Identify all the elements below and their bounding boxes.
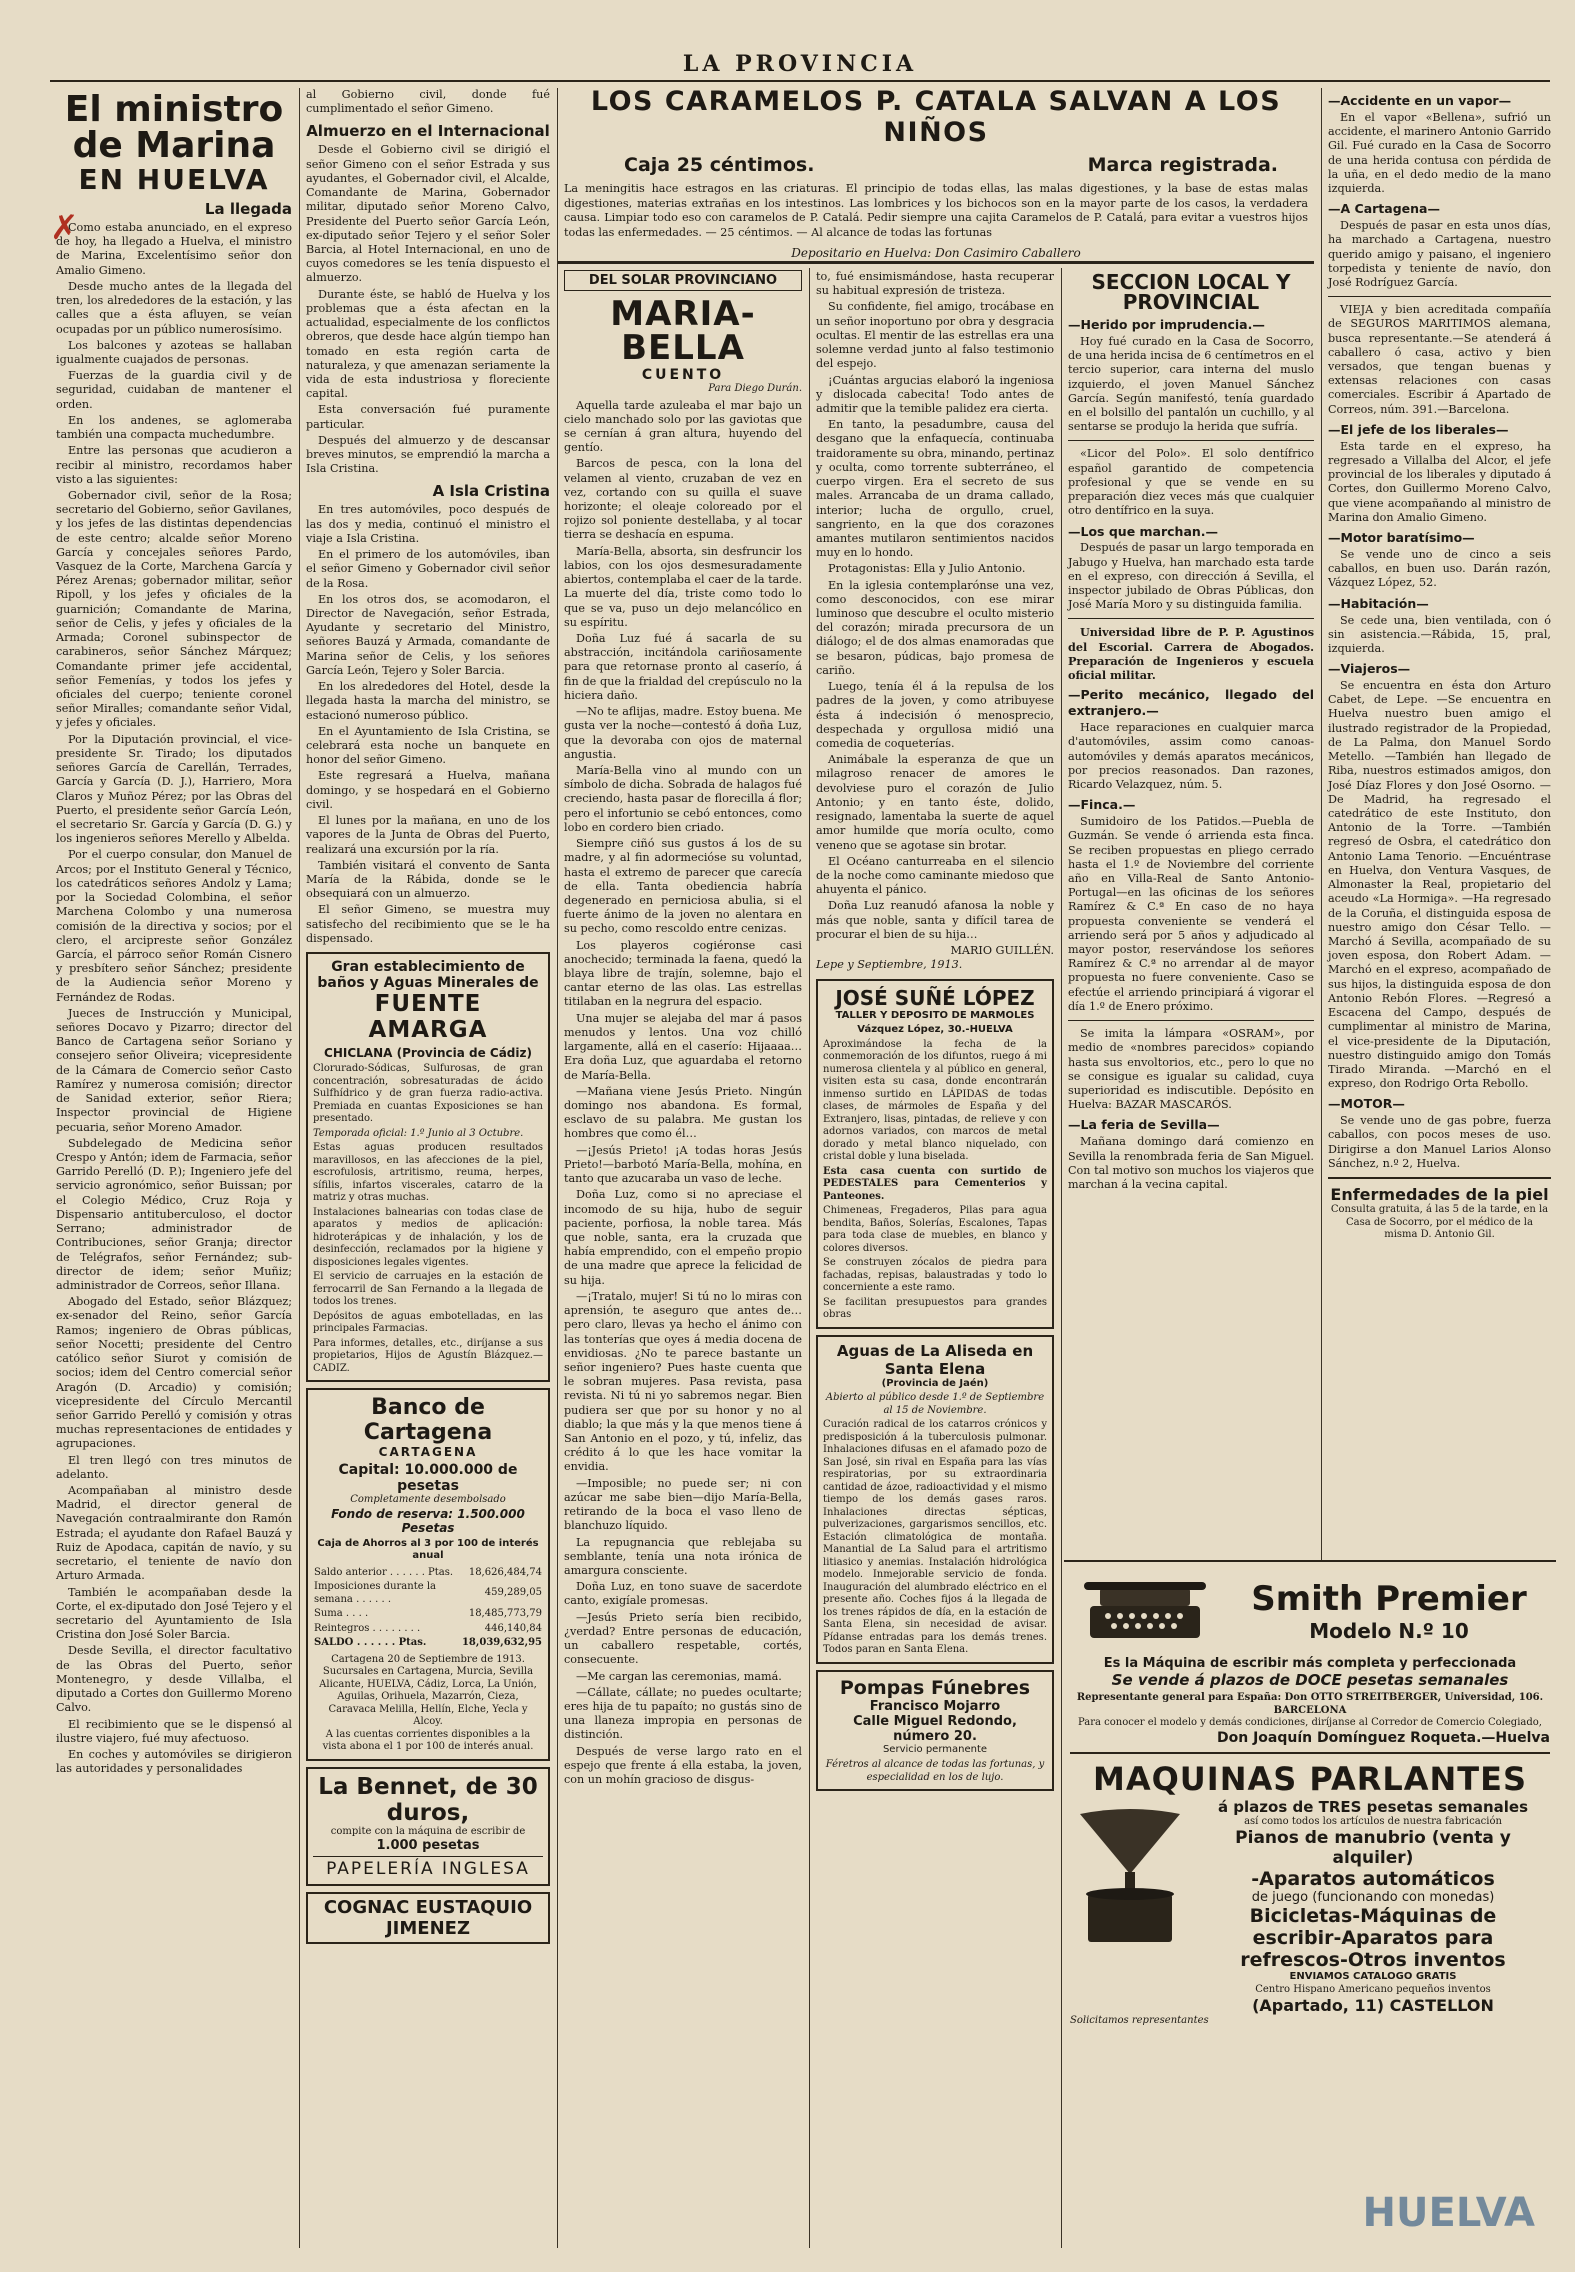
paragraph: —No te aflijas, madre. Estoy buena. Me gusta ver la noche—contestó á doña Luz, que la devoraba con ojos de maternal angustia.	[564, 705, 802, 761]
paragraph: Animábale la esperanza de que un milagroso renacer de amores le devolviese puro el corazón de Julio Antonio; y en tanto éste, dolido, resignado, lamentaba la suerte de aquel amor humilde que moría oculto, como veneno que se agotase sin brotar.	[816, 753, 1054, 852]
ad-branches: Sucursales en Cartagena, Murcia, Sevilla Alicante, HUELVA, Cádiz, Lorca, La Unión, Aguilas, Orihuela, Mazarrón, Cieza, Caravaca Melilla, Hellín, Elche, Yecla y Alcoy.	[319, 1666, 537, 1728]
story-place-date: Lepe y Septiembre, 1913.	[816, 958, 963, 972]
news-text: Sumidoiro de los Patidos.—Puebla de Guzmán. Se vende ó arrienda esta finca. Se reciben propuestas en pliego cerrado hasta el 1.º de Noviembre del corriente año en Villa-Real de Santo Antonio-Portugal—en las oficinas de los señores Ramírez & C.ª En caso de no haya propuesta conveniente se venderá el arriendo será por 5 años y adjudicado al mayor postor, reservándose los señores Ramírez & C.ª no arrendar al de mayor propuesta no fuere conveniente. Caso se efectúe el arriendo principiará á vigorar el día 1.º de Enero próximo.	[1068, 815, 1314, 1013]
news-title: —Los que marchan.—	[1068, 523, 1219, 539]
paragraph: Doña Luz, como si no apreciase el incomodo de su hija, hubo de seguir paciente, porfiosa, la noble tarea. Más que noble, santa, era la cruzada que había emprendido, con el empeño propio de una madre que aprece la felicidad de su hija.	[564, 1188, 802, 1287]
paragraph: En los andenes, se aglomeraba también una compacta muchedumbre.	[56, 413, 292, 442]
paragraph: En tres automóviles, poco después de las dos y media, continuó el ministro el viaje a Isla Cristina.	[306, 503, 550, 545]
enfermedades-text: Consulta gratuita, á las 5 de la tarde, en la Casa de Socorro, por el médico de la misma D. Antonio Gil.	[1330, 1204, 1549, 1241]
paragraph: El tren llegó con tres minutos de adelanto.	[56, 1453, 292, 1481]
ad-title: JOSÉ SUÑÉ LÓPEZ	[835, 985, 1035, 1010]
ad-price: 1.000 pesetas	[376, 1838, 480, 1854]
banner-price: Caja 25 céntimos.	[624, 154, 815, 176]
divider	[1070, 1752, 1550, 1754]
paragraph: El Océano canturreaba en el silencio de la noche como caminante miedoso que ahuyenta el pánico.	[816, 854, 1054, 897]
paragraph: Esta conversación fué puramente particular.	[306, 403, 550, 431]
ad-smith-note: Para conocer el modelo y demás condiciones, diríjanse al Corredor de Comercio Colegiado,	[1078, 1717, 1542, 1728]
news-text: En el vapor «Bellena», sufrió un accidente, el marinero Antonio Garrido Gil. Fué curado en la Casa de Socorro de una herida contusa con pérdida de la uña, en el dedo medio de la mano izquierda.	[1328, 110, 1551, 195]
ad-maquinas-title: MAQUINAS PARLANTES	[1092, 1759, 1528, 1798]
paragraph: La repugnancia que reblejaba su semblante, tenía una nota irónica de amargura consciente.	[564, 1535, 802, 1577]
news-text: Después de pasar en esta unos días, ha marchado a Cartagena, nuestro querido amigo y paisano, el ingeniero torpedista y teniente de navío, don José Rodríguez García.	[1328, 219, 1551, 289]
ad-title-big: FUENTE AMARGA	[368, 991, 488, 1044]
ad-line: á plazos de TRES pesetas semanales	[1217, 1797, 1529, 1816]
news-title: —Finca.—	[1068, 797, 1136, 813]
ad-text: compite con la máquina de escribir de	[330, 1825, 526, 1837]
news-text: Hoy fué curado en la Casa de Socorro, de una herida incisa de 6 centímetros en el tercio superior, cara interna del muslo izquierdo, el joven Manuel Sánchez García. Según manifestó, tenía guardado en el bolsillo del pantalón un cuchillo, y al sentarse se produjo la herida que sufría.	[1068, 334, 1314, 434]
paragraph: En el Ayuntamiento de Isla Cristina, se celebrará esta noche un banquete en honor del señor Gimeno.	[306, 724, 550, 767]
paragraph: Luego, tenía él á la repulsa de los padres de la joven, y como atribuyese ésta á indecisión ó menosprecio, despechada y orgullosa midió una comedia de coqueterías.	[816, 680, 1054, 750]
paragraph: María-Bella, absorta, sin desfruncir los labios, con los ojos desmesuradamente abiertos, contemplaba el caer de la tarde. La muerte del día, triste como todo lo que se va, puso un dejo melancólico en su espíritu.	[564, 544, 802, 629]
paragraph: al Gobierno civil, donde fué cumplimentado el señor Gimeno.	[306, 88, 550, 116]
paragraph: En la iglesia contemplarónse una vez, como desconocidos, con ese mirar luminoso que descubre el oculto misterio del corazón; mirada precursora de un diálogo; el de dos almas enamoradas que se besaron, púdicas, bajo promesa de cariño.	[816, 578, 1054, 677]
paragraph: —Cállate, cállate; no puedes ocultarte; eres hija de tu papaíto; no gustás sino de una llaneza impropia en personas de distinción.	[564, 1685, 802, 1742]
headline-huelva: EN HUELVA	[78, 163, 270, 196]
ad-address: Calle Miguel Redondo, número 20.	[853, 1713, 1017, 1744]
paragraph: Su confidente, fiel amigo, trocábase en un señor inoportuno por obra y desgracia ocultas. El mentir de las estrellas era una solemne verdad junto al falso testimonio del espejo.	[816, 300, 1054, 371]
paragraph: Entre las personas que acudieron a recibir al ministro, recordamos haber visto a las siguientes:	[56, 444, 292, 486]
ad-subtitle: TALLER Y DEPOSITO DE MARMOLES	[835, 1009, 1035, 1021]
headline-ministro: El ministro de Marina	[64, 89, 284, 166]
ad-line: ENVIAMOS CATALOGO GRATIS	[1289, 1971, 1457, 1982]
ad-line: -Aparatos automáticos	[1251, 1868, 1495, 1890]
ad-bennet	[306, 1767, 550, 1887]
paragraph: Este regresará a Huelva, mañana domingo, y se hospedará en el Gobierno civil.	[306, 769, 550, 811]
subhead-isla-cristina: A Isla Cristina	[432, 482, 550, 501]
typewriter-icon	[1070, 1576, 1220, 1646]
paragraph: Acompañaban al ministro desde Madrid, el director general de Navegación contraalmirante don Ramón Estrada; el ayudante don Rafael Bauzá y Ruiz de Apodaca, capitán de navío, y su secretario, el teniente de navío don Arturo Armada.	[56, 1484, 292, 1583]
ad-place: (Provincia de Jaén)	[881, 1377, 989, 1389]
news-text: Se vende uno de gas pobre, fuerza caballos, con pocos meses de uso. Dirigirse a don Manuel Larios Alonso Sánchez, n.º 2, Huelva.	[1328, 1114, 1551, 1170]
paragraph: En los otros dos, se acomodaron, el Director de Navegación, señor Estrada, Ayudante y secretario del Ministro, señores Bauzá y Armada, comandante de Marina señor de Celis, y los señores García León, Tejero y Soler Barcia.	[306, 592, 550, 677]
story-title: MARIA-BELLA	[610, 294, 756, 368]
news-title: —Perito mecánico, llegado del extranjero.—	[1068, 687, 1314, 719]
divider	[1068, 1020, 1314, 1021]
banner-text: La meningitis hace estragos en las criaturas. El principio de todas ellas, las malas digestiones, y la base de estas malas digestiones, materias extrañas en los intestinos. Las lombrices y los bichocos son en la mayor parte de los casos, la verdadera causa. Limpiar todo eso con caramelos de P. Catalá. Pedir siempre una cajita Caramelos de P. Catalá, para evitar a vuestros hijos todas las enfermedades. — 25 céntimos. — Al alcance de todas las fortunas	[564, 182, 1308, 239]
paragraph: El recibimiento que se le dispensó al ilustre viajero, fué muy afectuoso.	[56, 1717, 292, 1745]
paragraph: Por la Diputación provincial, el vice-presidente Sr. Tirado; los diputados señores García de Carellán, Terrades, García y García (D. J.), Harriero, Mora Claros y Muñoz Pérez; por las Obras del Puerto, el presidente señor García León, el secretario Sr. García y García (D. G.) y los ingenieros señores Merello y Albelda.	[56, 732, 292, 846]
ad-text: Féretros al alcance de todas las fortunas, y especialidad en los de lujo.	[825, 1759, 1045, 1783]
ad-fuente-amarga	[306, 952, 550, 1382]
banner-caramelos	[558, 84, 1314, 264]
section-local: SECCION LOCAL Y PROVINCIAL	[1091, 270, 1291, 314]
news-title: —El jefe de los liberales—	[1328, 421, 1509, 437]
ad-title: Banco de Cartagena	[363, 1395, 493, 1446]
paragraph: Fuerzas de la guardia civil y de seguridad, cuidaban de mantener el orden.	[56, 369, 292, 411]
ad-text: Aproximándose la fecha de la conmemoración de los difuntos, ruego á mi numerosa clientela y al público en general, visiten esta su casa, donde encontrarán inmenso surtido en LÁPIDAS de todas clases, de mármoles de España y del Extranjero, lisas, pintadas, de relieve y con adornos variados, con marcos de metal dorado y metal blanco niquelado, con cristal doble y luna biselada.	[823, 1038, 1047, 1162]
column-4	[810, 270, 1060, 2248]
paragraph: En los alrededores del Hotel, desde la llegada hasta la marcha del ministro, se estacionó numeroso público.	[306, 680, 550, 722]
news-text: «Licor del Polo». El solo dentífrico español garantido de competencia profesional y que se vende en su preparación diez veces más que cualquier otro dentífrico en la suya.	[1068, 447, 1314, 518]
banner-headline: LOS CARAMELOS P. CATALA SALVAN A LOS NIÑOS	[590, 86, 1282, 148]
ad-title: Pompas Fúnebres	[839, 1676, 1031, 1699]
paragraph: —¡Jesús Prieto! ¡A todas horas Jesús Prieto!—barbotó María-Bella, mohína, en tanto que azucaraba un vaso de leche.	[564, 1143, 802, 1186]
ad-line: refrescos-Otros inventos	[1240, 1949, 1506, 1971]
ad-banco-table	[313, 1566, 543, 1651]
ad-cognac: COGNAC EUSTAQUIO JIMENEZ	[306, 1892, 550, 1944]
ad-banco-cartagena	[306, 1388, 550, 1761]
ad-smith-title: Smith Premier	[1251, 1579, 1527, 1619]
ad-name: Francisco Mojarro	[869, 1698, 1001, 1714]
news-title: —La feria de Sevilla—	[1068, 1117, 1220, 1133]
paragraph: —¡Tratalo, mujer! Si tú no lo miras con aprensión, te aseguro que antes de… pero claro, llevas ya hecho el ánimo con las tonterías que oyes á media docena de envidiosas. ¿No te parece bastante un señor ingeniero? Pues haste cuenta que le sobran mujeres. Pasa revista, pasa revista. Ni tú ni yo sabremos negar. Bien pudiera ser que por su honor y no al diablo; la que más y la que menos tiene á San Antonio en el pozo, y tú, infeliz, das crédito á lo que les hace vomitar la envidia.	[564, 1289, 802, 1474]
column-3	[558, 270, 808, 2248]
paragraph: Una mujer se alejaba del mar á pasos menudos y lentos. Una voz chilló largamente, allá en el caserío: Hijaaaa… Era doña Luz, que aguardaba el retorno de María-Bella.	[564, 1011, 802, 1082]
banner-depositario: Depositario en Huelva: Don Casimiro Caballero	[791, 246, 1081, 261]
library-watermark: HUELVA	[1362, 2190, 1535, 2236]
news-title: —A Cartagena—	[1328, 201, 1440, 217]
paragraph: Después de verse largo rato en el espejo que frente á ella estaba, la joven, con un mohín gracioso de disgus-	[564, 1744, 802, 1787]
paragraph: Como estaba anunciado, en el expreso de hoy, ha llegado a Huelva, el ministro de Marina, Excelentísimo señor don Amalio Gimeno.	[56, 221, 292, 277]
ad-pompas-funebres	[816, 1670, 1054, 1792]
story-signature: MARIO GUILLÉN.	[950, 944, 1054, 958]
ad-text: Instalaciones balnearias con todas clase de aparatos y medios de aplicación: hidroterápicas y de inhalación, y los de desinfección, reclamados por la higiene y disposiciones legales vigentes.	[313, 1206, 543, 1268]
ad-smith-rep: Representante general para España: Don OTTO STREITBERGER, Universidad, 106. BARCELONA	[1076, 1692, 1544, 1716]
paragraph: —Me cargan las ceremonias, mamá.	[576, 1669, 782, 1683]
paragraph: Protagonistas: Ella y Julio Antonio.	[828, 562, 1026, 576]
ad-line: de juego (funcionando con monedas)	[1251, 1890, 1495, 1905]
ad-note: A las cuentas corrientes disponibles a la vista abona el 1 por 100 de interés anual.	[322, 1728, 534, 1753]
ad-text: Depósitos de aguas embotelladas, en las principales Farmacias.	[313, 1310, 543, 1335]
news-text: Universidad libre de P. P. Agustinos del Escorial. Carrera de Abogados. Preparación de Ingenieros y escuela oficial militar.	[1068, 625, 1314, 683]
news-text: Después de pasar un largo temporada en Jabugo y Huelva, han marchado esta tarde en el expreso, con dirección á Sevilla, el inspector jubilado de Obras Públicas, don José María Moro y su distinguida familia.	[1068, 541, 1314, 612]
paragraph: En tanto, la pesadumbre, causa del desgano que la enfaquecía, continuaba traidoramente su obra, minando, pertinaz y oculta, como torrente subterráneo, el cuerpo virgen. Era el secreto de sus males. Arrancaba de un drama callado, interior; lucha de orgullo, cruel, sangriento, en la que dos corazones amantes mutilaron sentimientos nacidos muy en lo hondo.	[816, 418, 1054, 560]
news-text: Se imita la lámpara «OSRAM», por medio de «nombres parecidos» copiando hasta sus envoltorios, etc., pero lo que no se consigue es igualar su calidad, cuya superioridad es indiscutible. Depósito en Huelva: BAZAR MASCARÓS.	[1068, 1027, 1314, 1112]
paragraph: Doña Luz, en tono suave de sacerdote canto, exigíale promesas.	[564, 1580, 802, 1608]
article-isla-body	[306, 503, 550, 946]
news-title: —MOTOR—	[1328, 1096, 1405, 1112]
ad-text: Estas aguas producen resultados maravillosos, en las afecciones de la piel, escrofulosis, artritismo, reuma, herpes, sífilis, infartos viscerales, catarro de la matriz y otras muchas.	[313, 1142, 543, 1204]
subhead-almuerzo: Almuerzo en el Internacional	[306, 122, 550, 141]
local-news-2	[1328, 93, 1551, 1171]
column-1	[50, 88, 298, 2248]
news-text: Se encuentra en ésta don Arturo Cabet, de Lepe. —Se encuentra en Huelva nuestro buen amigo el ilustrado registrador de la Propiedad, de La Palma, don Manuel Sordo Metello. —También han llegado de Riba, nuestros estimados amigos, don José Díaz Flores y don José Osorno. —De Madrid, ha regresado el catedrático de este Instituto, don Antonio de la Torre. —También regresó de Osbra, el catedrático don Antonio Lama Tenorio. —Encuéntrase en Huelva, don Ventura Vasques, de Almonaster la Real, propietario del aceudo «La Hormiga». —Ha regresado de la Coruña, el distinguida esposa de nuestro amigo don César Tello. —Marchó á Sevilla, acompañado de su joven esposa, don Robert Adam. —Marchó en el expreso, acompañado de sus hijos, la distinguida esposa de don Antonio Rebón Flores. —Regresó a Escacena del Campo, después de cumplimentar al ministro de Marina, el vice-presidente de la Diputación, nuestro distinguido amigo don Tomás Tirado Miranda. —Marchó en el expreso, don Rodrigo Orta Rebollo.	[1328, 679, 1551, 1091]
ad-season: Temporada oficial: 1.º Junio al 3 Octubre.	[313, 1127, 524, 1139]
paragraph: Aquella tarde azuleaba el mar bajo un cielo manchado solo por las gaviotas que se cernían á gran altura, huyendo del gentío.	[564, 398, 802, 455]
paragraph: En el primero de los automóviles, iban el señor Gimeno y Gobernador civil señor de la Rosa.	[306, 548, 550, 590]
ad-items: Curación radical de los catarros crónicos y predisposición á la tuberculosis pulmonar. Inhalaciones difusas en el afamado pozo de San José, sin rival en España para las vías respiratorias, por su extraordinaria cantidad de ázoe, radioactividad y el mismo tiempo de los demás gases raros. Inhalaciones directas sépticas, pulverizaciones, gargarismos sencillos, etc. Estación climatológica de montaña. Manantial de La Salud para el artritismo litiasico y anemias. Instalación hidrológica modelo. Inmejorable servicio de fonda. Inauguración del alumbrado eléctrico en el presente año. Coches fijos á la llegada de los trenes rápidos de día, en la estación de Santa Elena, sin necesidad de avisar. Pídanse entradas para los demás trenes. Todos paran en Santa Elena.	[823, 1419, 1047, 1655]
ad-text: Para informes, detalles, etc., diríjanse a sus propietarios, Hijos de Agustín Blázquez.—CADIZ.	[313, 1337, 543, 1374]
ad-line: así como todos los artículos de nuestra fabricación	[1244, 1815, 1502, 1827]
ad-line: (Apartado, 11) CASTELLON	[1252, 1996, 1494, 2015]
paragraph: Siempre ciñó sus gustos á los de su madre, y al fin adormecióse su voluntad, hasta el extremo de parecer que carecía de ella. Tanta obediencia habría degenerado en perniciosa abulia, si el fuerte ánimo de la joven no alentara en su pecho, como rescoldo entre cenizas.	[564, 837, 802, 936]
news-title: —Habitación—	[1328, 595, 1429, 611]
paragraph: to, fué ensimismándose, hasta recuperar su habitual expresión de tristeza.	[816, 270, 1054, 298]
paragraph: Subdelegado de Medicina señor Crespo y Antón; idem de Farmacia, señor Garrido Perelló (D. P.); Ingeniero jefe del servicio agronómico, señor Buissan; por el Colegio Médico, Cruz Roja y Dispensario antituberculoso, el doctor Serrano; administrador de Contribuciones, señor Granja; director de Telégrafos, señor Fernández; sub-director de idem; señor Muñiz; administrador de Correos, señor Illana.	[56, 1136, 292, 1292]
divider	[1328, 1177, 1551, 1179]
ad-text: Abierto al público desde 1.º de Septiembre al 15 de Noviembre.	[825, 1392, 1045, 1416]
article-almuerzo-body	[306, 143, 550, 476]
paragraph: Desde el Gobierno civil se dirigió el señor Gimeno con el señor Estrada y sus ayudantes, el Gobernador civil, el Alcalde, Comandante de Marina, Gobernador militar, diputado señor Moreno Calvo, Presidente del Puerto señor García León, ex-diputado señor Tejero y el señor Soler Barcia, al Hotel Internacional, en uno de cuyos comedores se les tenía dispuesto el almuerzo.	[306, 143, 550, 285]
ad-desembolsado: Completamente desembolsado	[350, 1494, 506, 1506]
divider	[1068, 618, 1314, 619]
ad-title: Gran establecimiento de baños y Aguas Minerales de	[317, 959, 539, 992]
ads-lower-right	[1064, 1560, 1556, 2255]
table-row: Saldo anterior . . . . . . Ptas. 18,626,484,74	[314, 1566, 542, 1578]
ad-text: Se construyen zócalos de piedra para fachadas, repisas, balaustradas y todo lo concerniente a este ramo.	[823, 1257, 1047, 1293]
paragraph: María-Bella vino al mundo con un símbolo de dicha. Sobrada de halagos fué creciendo, hasta pasar de florecilla á flor; pero el infortunio se cebó entonces, como lobo en cordero bien criado.	[564, 763, 802, 834]
paragraph: —Jesús Prieto sería bien recibido, ¿verdad? Entre personas de educación, un caballero respetable, cortés, consecuente.	[564, 1610, 802, 1667]
ad-smith-text: Se vende á plazos de DOCE pesetas semanales	[1111, 1671, 1509, 1689]
story-body	[564, 399, 802, 1788]
table-row: Imposiciones durante la semana . . . . . . 459,289,05	[314, 1581, 542, 1605]
paragraph: Jueces de Instrucción y Municipal, señores Docavo y Pizarro; director del Banco de Cartagena señor Soriano y consejero señor Oliveira; vicepresidente de la Cámara de Comercio señor Casto Ramírez y numerosa comisión; director de Sanidad exterior, señor Riera; Inspector provincial de Higiene pecuaria, señor Moreno Amador.	[56, 1006, 292, 1134]
news-text: Hace reparaciones en cualquier marca d'automóviles, assim como canoas-automóviles y demás aparatos mecánicos, por precios reasonados. Dan razones, Ricardo Velazquez, núm. 5.	[1068, 721, 1314, 791]
ad-caja: Caja de Ahorros al 3 por 100 de interés anual	[317, 1537, 539, 1562]
masthead	[50, 50, 1550, 82]
story-dedication: Para Diego Durán.	[708, 383, 802, 394]
paragraph: Barcos de pesca, con la lona del velamen al viento, cruzaban de vez en vez, cortando con su quilla el suave horizonte; el oleaje coloreado por el rojizo sol poniente destellaba, y al tocar tierra se deshacía en espuma.	[564, 457, 802, 542]
paragraph: El lunes por la mañana, en uno de los vapores de la Junta de Obras del Puerto, realizará una excursión por la ría.	[306, 814, 550, 856]
ad-place: CHICLANA (Provincia de Cádiz)	[324, 1046, 532, 1061]
table-row: Suma . . . . 18,485,773,79	[314, 1608, 542, 1620]
news-title: —Motor baratísimo—	[1328, 530, 1475, 546]
local-news	[1068, 317, 1314, 1192]
story-continuation	[816, 270, 1054, 942]
ad-smith-model: Modelo N.º 10	[1309, 1619, 1469, 1643]
ad-text: Chimeneas, Fregaderos, Pilas para agua bendita, Baños, Solerías, Escalones, Tapas para toda clase de muebles, en blanco y colores diversos.	[823, 1205, 1047, 1254]
ad-text: Clorurado-Sódicas, Sulfurosas, de gran concentración, sobresaturadas de ácido Sulfhídrico y de gran fuerza radio-activa. Premiada en cuantas Exposiciones se han presentado.	[313, 1063, 543, 1125]
paragraph: También visitará el convento de Santa María de la Rábida, donde se le obsequiará con un almuerzo.	[306, 858, 550, 901]
paragraph: El señor Gimeno, se muestra muy satisfecho del recibimiento que se le ha dispensado.	[306, 903, 550, 945]
ad-capital: Capital: 10.000.000 de pesetas	[338, 1462, 518, 1495]
paragraph: Desde mucho antes de la llegada del tren, los alrededores de la estación, y las calles que a ésta afluyen, se veían ocupadas por un público numerosísimo.	[56, 279, 292, 336]
column-2	[300, 88, 556, 2248]
paragraph: Después del almuerzo y de descansar breves minutos, se emprendió la marcha a Isla Cristina.	[306, 433, 550, 476]
paragraph: —Mañana viene Jesús Prieto. Ningún domingo nos abandona. Es formal, esclavo de su palabra. Me gustan los hombres que como él…	[564, 1084, 802, 1141]
paragraph: También le acompañaban desde la Corte, el ex-diputado don José Tejero y el secretario del Ayuntamiento de Isla Cristina don José Soler Barcia.	[56, 1585, 292, 1642]
paragraph: Abogado del Estado, señor Blázquez; ex-senador del Reino, señor García Ramos; ingeniero de Obras públicas, señor Nocetti; presidente del Centro católico señor Siurot y comisión de socios; idem del Centro comercial señor Aragón (D. Arcadio) y comisión; vicepresidente del Círculo Mercantil señor Garrido Perelló y comisión y otras muchas representaciones de entidades y agrupaciones.	[56, 1295, 292, 1451]
ad-date: Cartagena 20 de Septiembre de 1913.	[331, 1653, 525, 1665]
paragraph: Los playeros cogiéronse casi anochecido; terminada la faena, quedó la blaya libre de trajín, solemne, bajo el cantar eterno de las olas. Las estrellas titilaban en la negrura del espacio.	[564, 938, 802, 1009]
ad-shop: PAPELERÍA INGLESA	[313, 1856, 543, 1879]
paragraph: Durante éste, se habló de Huelva y los problemas que a ésta afectan en la actualidad, especialmente de los conflictos obreros, que desde hace algún tiempo han tomado en esta región carta de naturaleza, y que amenazan seriamente la vida de esta industriosa y floreciente capital.	[306, 287, 550, 401]
ad-sune-lopez	[816, 979, 1054, 1329]
ad-pedestales: Esta casa cuenta con surtido de PEDESTALES para Cementerios y Panteones.	[823, 1165, 1047, 1202]
subhead-llegada: La llegada	[204, 200, 292, 218]
news-text: Se vende uno de cinco a seis caballos, en buen uso. Darán razón, Vázquez López, 52.	[1328, 547, 1551, 590]
divider	[1068, 440, 1314, 441]
paragraph: Desde Sevilla, el director facultativo de las Obras del Puerto, señor Montenegro, y desde Villalba, el diputado a Cortes don Guillermo Moreno Calvo.	[56, 1644, 292, 1715]
news-text: VIEJA y bien acreditada compañía de SEGUROS MARITIMOS alemana, busca representante.—Se atenderá á caballero ó casa, activo y bien versados, que tengan buenas y extensas relaciones con casas comerciales. Escribir á Apartado de Correos, núm. 391.—Barcelona.	[1328, 303, 1551, 416]
banner-brand: Marca registrada.	[1087, 154, 1278, 176]
paragraph: Por el cuerpo consular, don Manuel de Arcos; por el Instituto General y Técnico, los catedráticos señores Andolz y Lama; por la Sociedad Colombina, el señor Marchena Colombo y una numerosa comisión de la directiva y socios; por el clero, el arcipreste señor González García, el párroco señor Román Cisnero y presbítero señor Sánchez; presidente de la Audiencia señor Moreno y Fernández de Rodas.	[56, 848, 292, 1004]
ad-line: Bicicletas-Máquinas de	[1249, 1905, 1497, 1927]
section-solar: DEL SOLAR PROVINCIANO	[564, 270, 802, 291]
ad-text: Se facilitan presupuestos para grandes obras	[823, 1296, 1047, 1320]
table-row: Reintegros . . . . . . . . 446,140,84	[314, 1622, 542, 1634]
paragraph: Gobernador civil, señor de la Rosa; secretario del Gobierno, señor Gavilanes, y los jefes de las distintas dependencias de este centro; alcalde señor Moreno García y concejales señores Pardo, Vasquez de la Corte, Marchena García y Pérez Arenas; gobernador militar, señor Ripoll, y los jefes y oficiales de la guarnición; Comandante de Marina, señor de Celis, y jefes y oficiales de la Armada; Coronel subinspector de carabineros, señor Sánchez Márquez; Comandante primer jefe accidental, señor Femenías, y todos los jefes y oficiales del cuerpo; teniente coronel señor Miralles; comandante señor Vidal, y jefes y oficiales.	[56, 488, 292, 730]
paragraph: Doña Luz fué á sacarla de su abstracción, incitándola cariñosamente para que retornase pronto al caserío, á fin de que la frialdad del crepúsculo no la hiciera daño.	[564, 632, 802, 702]
news-text: Esta tarde en el expreso, ha regresado a Villalba del Alcor, el jefe provincial de los liberales y diputado á Cortes, don Guillermo Moreno Calvo, que viene acompañando al ministro de Marina don Amalio Gimeno.	[1328, 439, 1551, 524]
paragraph: Los balcones y azoteas se hallaban igualmente cuajados de personas.	[56, 338, 292, 366]
gramophone-icon	[1070, 1804, 1190, 1954]
story-genre: CUENTO	[641, 367, 725, 383]
ad-line: escribir-Aparatos para	[1252, 1927, 1494, 1949]
red-cross-mark-icon: ✗	[50, 208, 79, 248]
paragraph: ¡Cuántas argucias elaboró la ingeniosa y dislocada cabecita! Todo antes de admitir que la temible palidez era cierta.	[816, 373, 1054, 415]
divider	[1328, 296, 1551, 297]
ad-fondo: Fondo de reserva: 1.500.000 Pesetas	[331, 1506, 525, 1535]
ad-city: CARTAGENA	[378, 1445, 478, 1460]
table-row: SALDO . . . . . . Ptas. 18,039,632,95	[314, 1637, 542, 1649]
ad-line: Pianos de manubrio (venta y alquiler)	[1235, 1828, 1511, 1868]
paragraph: En coches y automóviles se dirigieron las autoridades y personalidades	[56, 1747, 292, 1776]
article-ministro-body	[56, 221, 292, 1776]
ad-smith-agent: Don Joaquín Domínguez Roqueta.—Huelva	[1217, 1729, 1550, 1746]
paragraph: —Imposible; no puede ser; ni con azúcar me sabe bien—dijo María-Bella, retirando de la boca el vaso lleno de blanchuzo líquido.	[564, 1476, 802, 1533]
ad-title: Aguas de La Aliseda en Santa Elena	[836, 1341, 1034, 1378]
news-title: —Viajeros—	[1328, 661, 1411, 677]
ad-address: Vázquez López, 30.-HUELVA	[857, 1024, 1013, 1035]
ad-maquinas-reps: Solicitamos representantes	[1070, 2015, 1209, 2026]
news-text: Se cede una, bien ventilada, con ó sin asistencia.—Rábida, 15, pral, izquierda.	[1328, 613, 1551, 655]
paragraph: Doña Luz reanudó afanosa la noble y más que noble, santa y difícil tarea de procurar el bien de su hija…	[816, 899, 1054, 941]
ad-line: Centro Hispano Americano pequeños inventos	[1255, 1983, 1491, 1995]
ad-service: Servicio permanente	[882, 1743, 988, 1755]
enfermedades-title: Enfermedades de la piel	[1330, 1185, 1549, 1205]
ad-aliseda	[816, 1335, 1054, 1664]
ad-smith-text: Es la Máquina de escribir más completa y perfeccionada	[1103, 1656, 1517, 1671]
ad-title: La Bennet, de 30 duros,	[318, 1773, 538, 1826]
ad-text: El servicio de carruajes en la estación de ferrocarril de San Fernando a la llegada de todos los trenes.	[313, 1271, 543, 1308]
news-title: —Accidente en un vapor—	[1328, 93, 1512, 108]
news-title: —Herido por imprudencia.—	[1068, 317, 1265, 332]
news-text: Mañana domingo dará comienzo en Sevilla la renombrada feria de San Miguel. Con tal motivo son muchos los viajeros que marchan á la vecina capital.	[1068, 1135, 1314, 1191]
masthead-title: LA PROVINCIA	[682, 51, 918, 77]
